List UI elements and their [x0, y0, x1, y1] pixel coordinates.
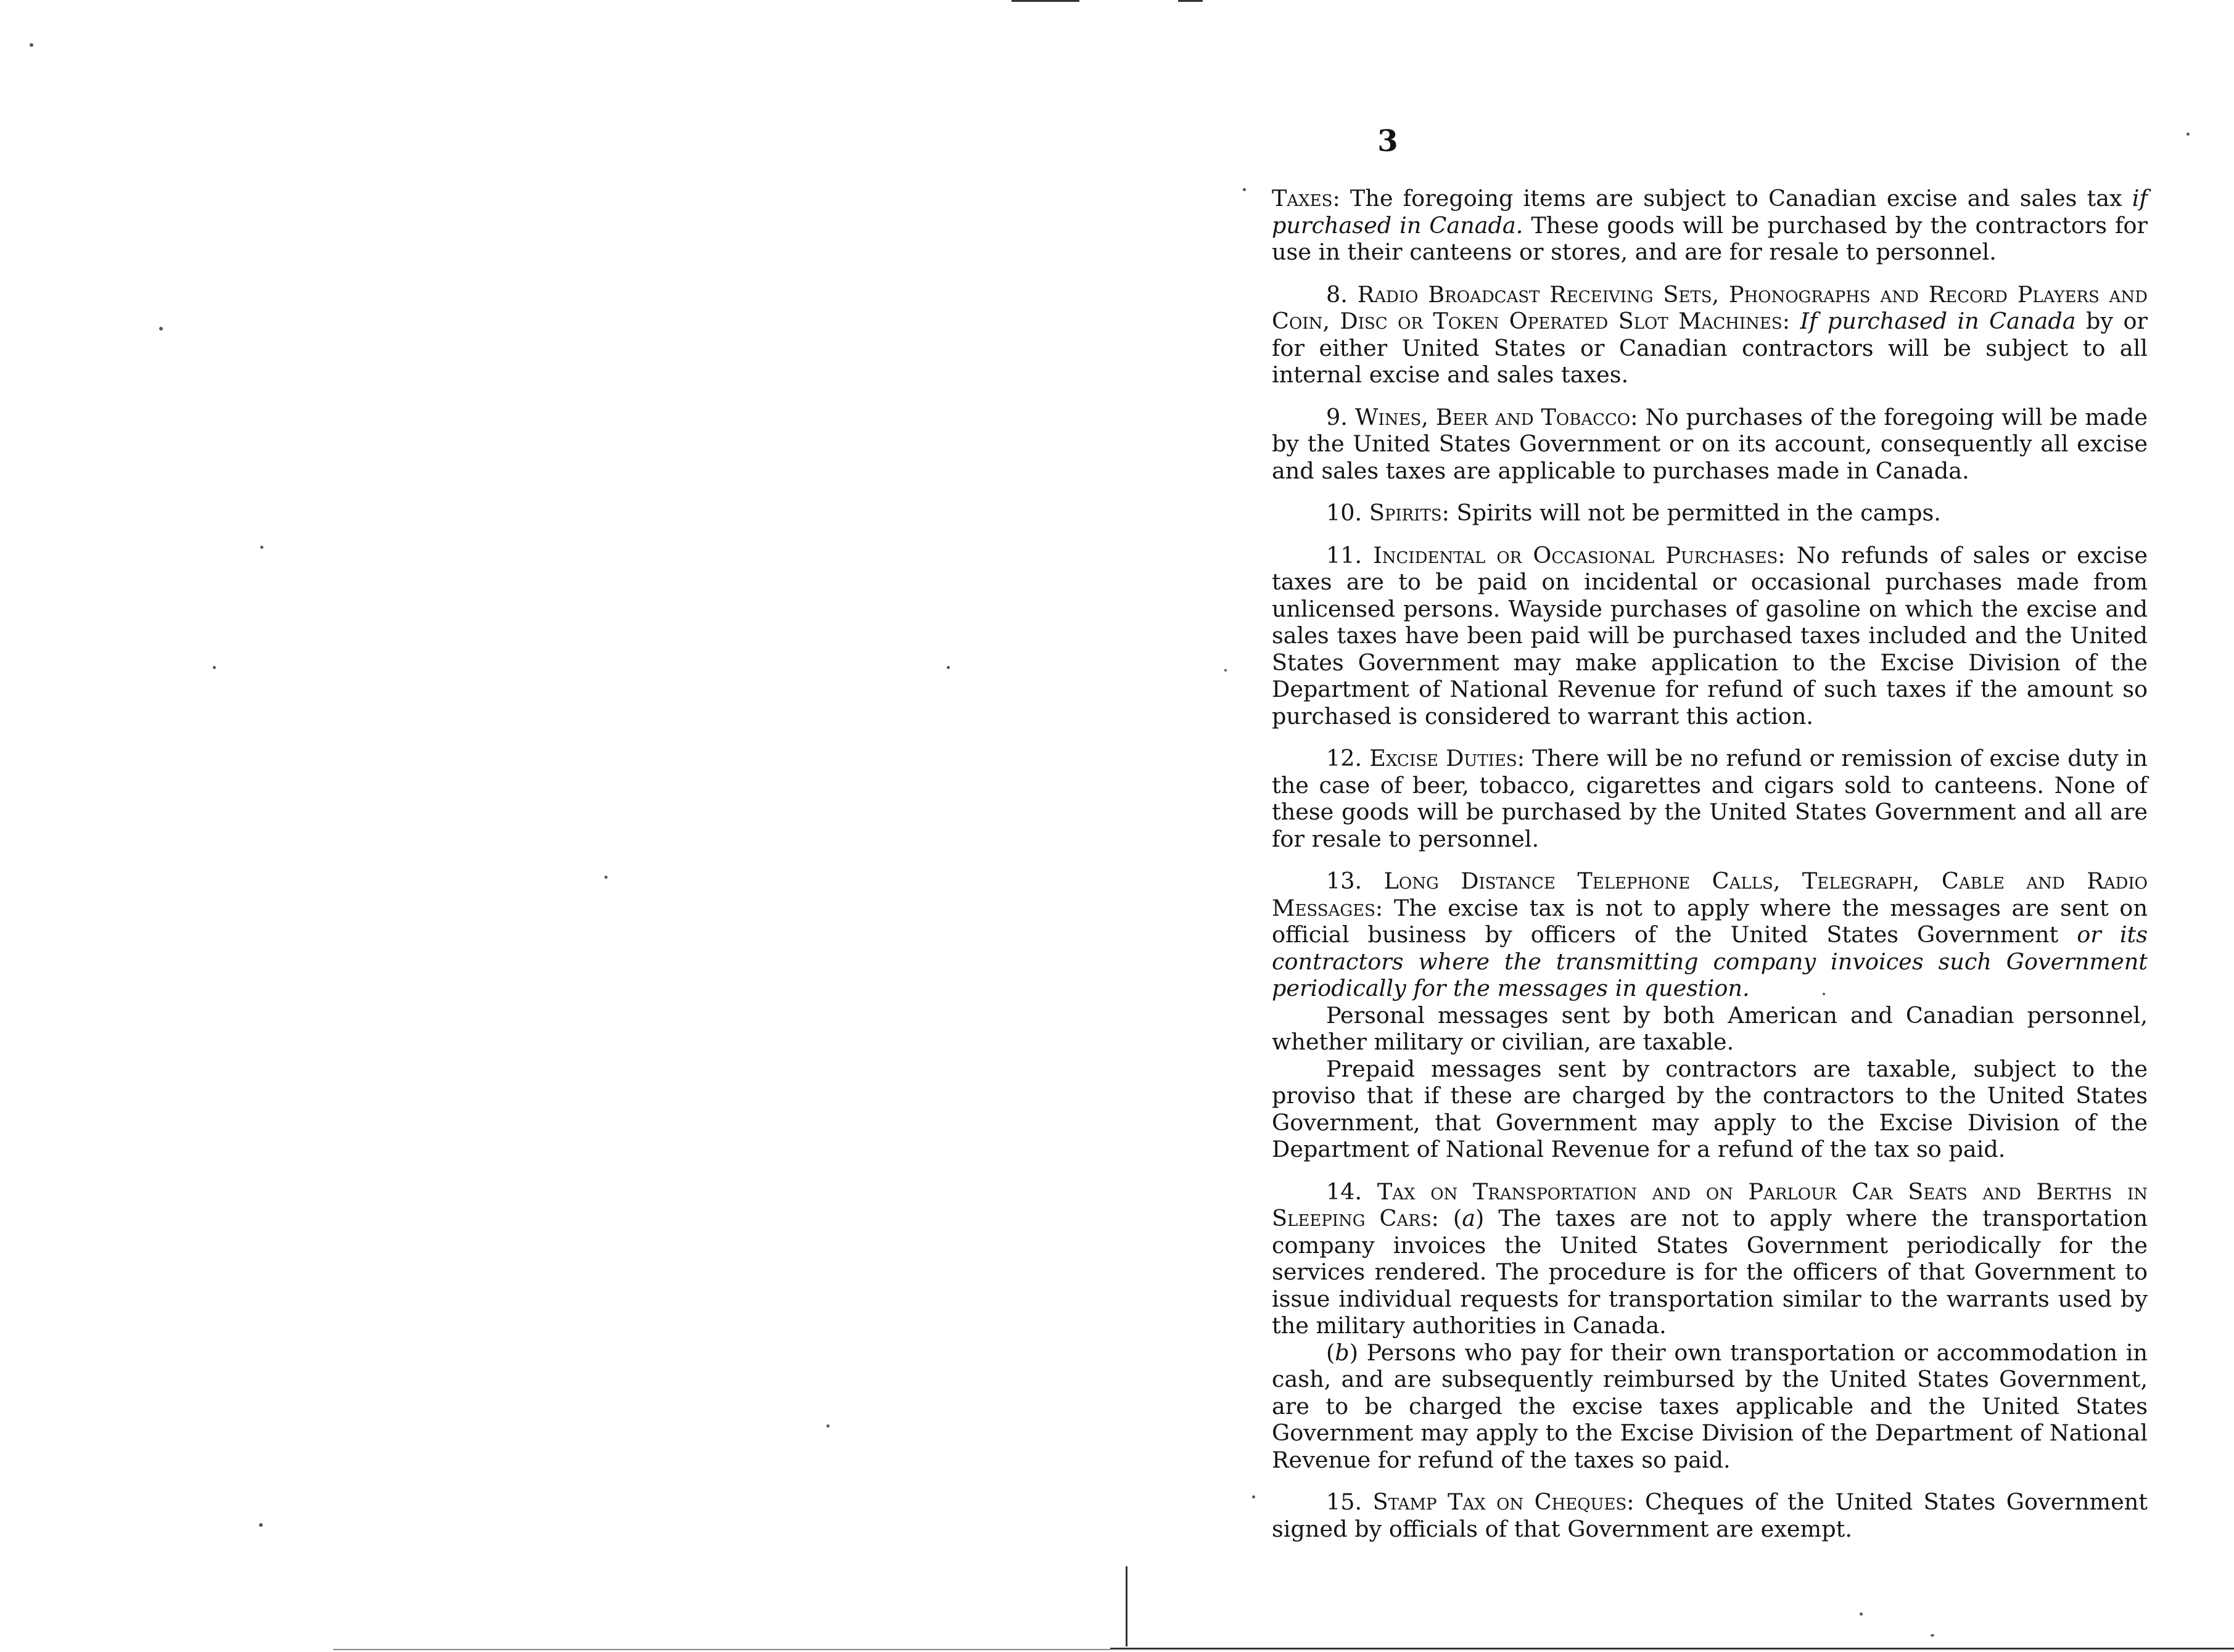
paragraph-item-14 [1272, 1178, 2148, 1339]
section-heading: Excise Duties: [1369, 745, 1525, 771]
scan-speck [1243, 188, 1246, 191]
bottom-edge-line [1110, 1648, 2234, 1650]
italic-text: or its contractors where the transmitting company invoices such Government periodically for the messages in question. [1272, 921, 2148, 1001]
body-text: by or for either United States or Canadian contractors will be subject to all internal excise and sales taxes. [1272, 308, 2148, 388]
section-heading: Taxes: [1272, 185, 1340, 212]
body-text: ( [1438, 1205, 1462, 1231]
body-text: Prepaid messages sent by contractors are taxable, subject to the proviso that if these are charged by the contractors to the United States Government, that Government may apply to the Excise Division of the Department of National Revenue for a refund of the tax so paid. [1272, 1055, 2148, 1162]
section-heading: Stamp Tax on Cheques: [1372, 1489, 1634, 1515]
body-text: ( [1326, 1339, 1335, 1366]
scan-speck [213, 666, 216, 669]
paragraph-item-9 [1272, 404, 2148, 485]
bottom-edge-line [333, 1649, 1110, 1650]
scan-speck [159, 327, 163, 331]
body-text: 12. [1326, 745, 1370, 771]
italic-text: if purchased in Canada. [1272, 185, 2148, 239]
scan-speck [604, 876, 608, 879]
scan-speck [2187, 133, 2190, 136]
body-text: The foregoing items are subject to Canadian excise and sales tax [1340, 185, 2132, 212]
body-text: ) Persons who pay for their own transportation or accommodation in cash, and are subsequently reimbursed by the United States Government, are to be charged the excise taxes applicable and the United States Government may apply to the Excise Division of the Department of National Revenue for refund of the taxes so paid. [1272, 1339, 2148, 1473]
body-text: The excise tax is not to apply where the messages are sent on official business by officers of the United States Government [1272, 894, 2148, 948]
body-text: Cheques of the United States Government signed by officials of that Government are exempt. [1272, 1489, 2148, 1542]
body-text: ) The taxes are not to apply where the transportation company invoices the United States Government periodically for the services rendered. The procedure is for the officers of that Government to issue individual requests for transportation similar to the warrants used by the military authorities in Canada. [1272, 1205, 2148, 1339]
paragraph-item-8 [1272, 281, 2148, 388]
body-text: No purchases of the foregoing will be made by the United States Government or on its account, consequently all excise and sales taxes are applicable to purchases made in Canada. [1272, 403, 2148, 484]
page-number: 3 [1377, 124, 1398, 158]
document-body [1272, 185, 2148, 1542]
scan-speck [1860, 1613, 1863, 1616]
body-text: No refunds of sales or excise taxes are to be paid on incidental or occasional purchases made from unlicensed persons. Wayside purchases of gasoline on which the excise and sales taxes have been paid will be purchased taxes included and the United States Government may make application to the Excise Division of the Department of National Revenue for refund of such taxes if the amount so purchased is considered to warrant this action. [1272, 541, 2148, 729]
section-heading: Long Distance Telephone Calls, Telegraph, Cable and Radio Messages: [1272, 868, 2148, 921]
body-text: Personal messages sent by both American and Canadian personnel, whether military or civilian, are taxable. [1272, 1001, 2148, 1055]
italic-text: If purchased in Canada [1800, 308, 2076, 334]
body-text [1790, 308, 1800, 334]
paragraph-item-11 [1272, 542, 2148, 730]
body-text: These goods will be purchased by the contractors for use in their canteens or stores, and are for resale to personnel. [1272, 212, 2148, 265]
binding-line [1126, 1566, 1127, 1646]
scan-speck [1224, 669, 1227, 672]
body-text: 8. [1326, 281, 1358, 308]
paragraph-item-15 [1272, 1489, 2148, 1542]
section-heading: Spirits: [1369, 499, 1449, 526]
italic-text: a [1462, 1205, 1475, 1231]
scan-speck [1252, 1495, 1255, 1498]
body-text: There will be no refund or remission of excise duty in the case of beer, tobacco, cigarettes and cigars sold to canteens. None of these goods will be purchased by the United States Government and all are for resale to personnel. [1272, 745, 2148, 852]
paragraph-item-10 [1272, 499, 2148, 527]
paragraph-item-12 [1272, 745, 2148, 852]
italic-text: b [1335, 1339, 1350, 1366]
scan-speck [1931, 1634, 1934, 1637]
scan-speck [947, 666, 950, 669]
body-text: 10. [1326, 499, 1369, 526]
body-text: 13. [1326, 868, 1384, 894]
scan-speck [826, 1424, 830, 1428]
scan-speck [259, 1523, 263, 1527]
paragraph-item-13 [1272, 868, 2148, 1002]
top-edge-mark [1012, 0, 1079, 2]
scan-speck [260, 546, 263, 549]
scan-speck [30, 43, 33, 47]
paragraph-item-13-personal [1272, 1002, 2148, 1056]
section-heading: Incidental or Occasional Purchases: [1373, 541, 1786, 569]
section-heading: Radio Broadcast Receiving Sets, Phonographs and Record Players and Coin, Disc or Token Operated Slot Machines: [1272, 281, 2148, 334]
body-text: 9. [1326, 403, 1355, 430]
paragraph-item-14-b [1272, 1339, 2148, 1474]
section-heading: Tax on Transportation and on Parlour Car Seats and Berths in Sleeping Cars: [1272, 1178, 2148, 1231]
section-heading: Wines, Beer and Tobacco: [1354, 403, 1638, 430]
body-text: 15. [1326, 1489, 1373, 1515]
body-text: 11. [1326, 541, 1374, 569]
body-text: 14. [1326, 1178, 1377, 1205]
top-edge-mark [1178, 0, 1203, 2]
paragraph-item-13-prepaid [1272, 1056, 2148, 1163]
body-text: Spirits will not be permitted in the camps. [1449, 499, 1941, 526]
paragraph-taxes [1272, 185, 2148, 266]
